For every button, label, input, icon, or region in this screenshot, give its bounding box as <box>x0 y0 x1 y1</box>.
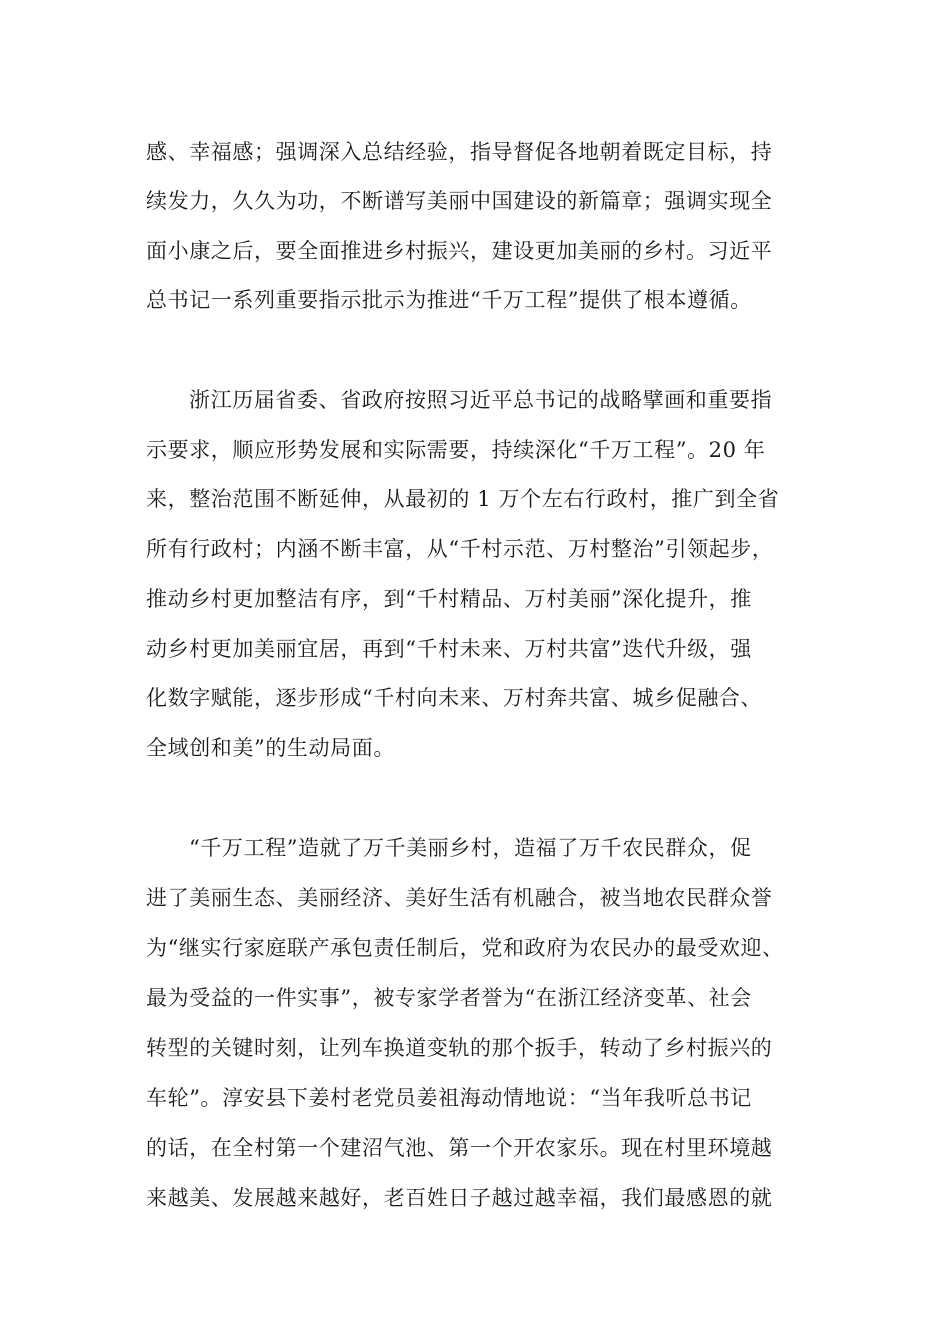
paragraph-1-line-2: 续发力，久久为功，不断谱写美丽中国建设的新篇章；强调实现全 <box>146 189 773 213</box>
paragraph-1-line-3: 面小康之后，要全面推进乡村振兴，建设更加美丽的乡村。习近平 <box>146 239 773 263</box>
paragraph-3-line-2: 进了美丽生态、美丽经济、美好生活有机融合，被当地农民群众誉 <box>146 886 773 910</box>
paragraph-2-line-4: 所有行政村；内涵不断丰富，从“千村示范、万村整治”引领起步， <box>146 537 774 561</box>
paragraph-2-line-3: 来，整治范围不断延伸，从最初的 1 万个左右行政村，推广到全省 <box>146 487 780 511</box>
paragraph-3-line-6: 车轮”。淳安县下姜村老党员姜祖海动情地说：“当年我听总书记 <box>146 1086 752 1110</box>
paragraph-2-line-5: 推动乡村更加整洁有序，到“千村精品、万村美丽”深化提升，推 <box>146 587 752 611</box>
paragraph-2-line-8: 全域创和美”的生动局面。 <box>146 736 395 760</box>
paragraph-3-line-8: 来越美、发展越来越好，老百姓日子越过越幸福，我们最感恩的就 <box>146 1186 773 1210</box>
paragraph-1-line-1: 感、幸福感；强调深入总结经验，指导督促各地朝着既定目标，持 <box>146 140 773 164</box>
paragraph-3-line-7: 的话，在全村第一个建沼气池、第一个开农家乐。现在村里环境越 <box>146 1136 773 1160</box>
paragraph-2-line-2: 示要求，顺应形势发展和实际需要，持续深化“千万工程”。20 年 <box>146 438 766 462</box>
paragraph-3-line-4: 最为受益的一件实事”，被专家学者誉为“在浙江经济变革、社会 <box>146 986 752 1010</box>
paragraph-2-line-7: 化数字赋能，逐步形成“千村向未来、万村奔共富、城乡促融合、 <box>146 686 763 710</box>
paragraph-3-line-5: 转型的关键时刻，让列车换道变轨的那个扳手，转动了乡村振兴的 <box>146 1036 773 1060</box>
paragraph-2-line-6: 动乡村更加美丽宜居，再到“千村未来、万村共富”迭代升级，强 <box>146 637 752 661</box>
paragraph-3-line-3: 为“继实行家庭联产承包责任制后，党和政府为农民办的最受欢迎、 <box>146 936 784 960</box>
paragraph-3-line-1: “千万工程”造就了万千美丽乡村，造福了万千农民群众，促 <box>189 836 752 860</box>
paragraph-1-line-4: 总书记一系列重要指示批示为推进“千万工程”提供了根本遵循。 <box>146 288 752 312</box>
paragraph-2-line-1: 浙江历届省委、省政府按照习近平总书记的战略擘画和重要指 <box>189 388 773 412</box>
